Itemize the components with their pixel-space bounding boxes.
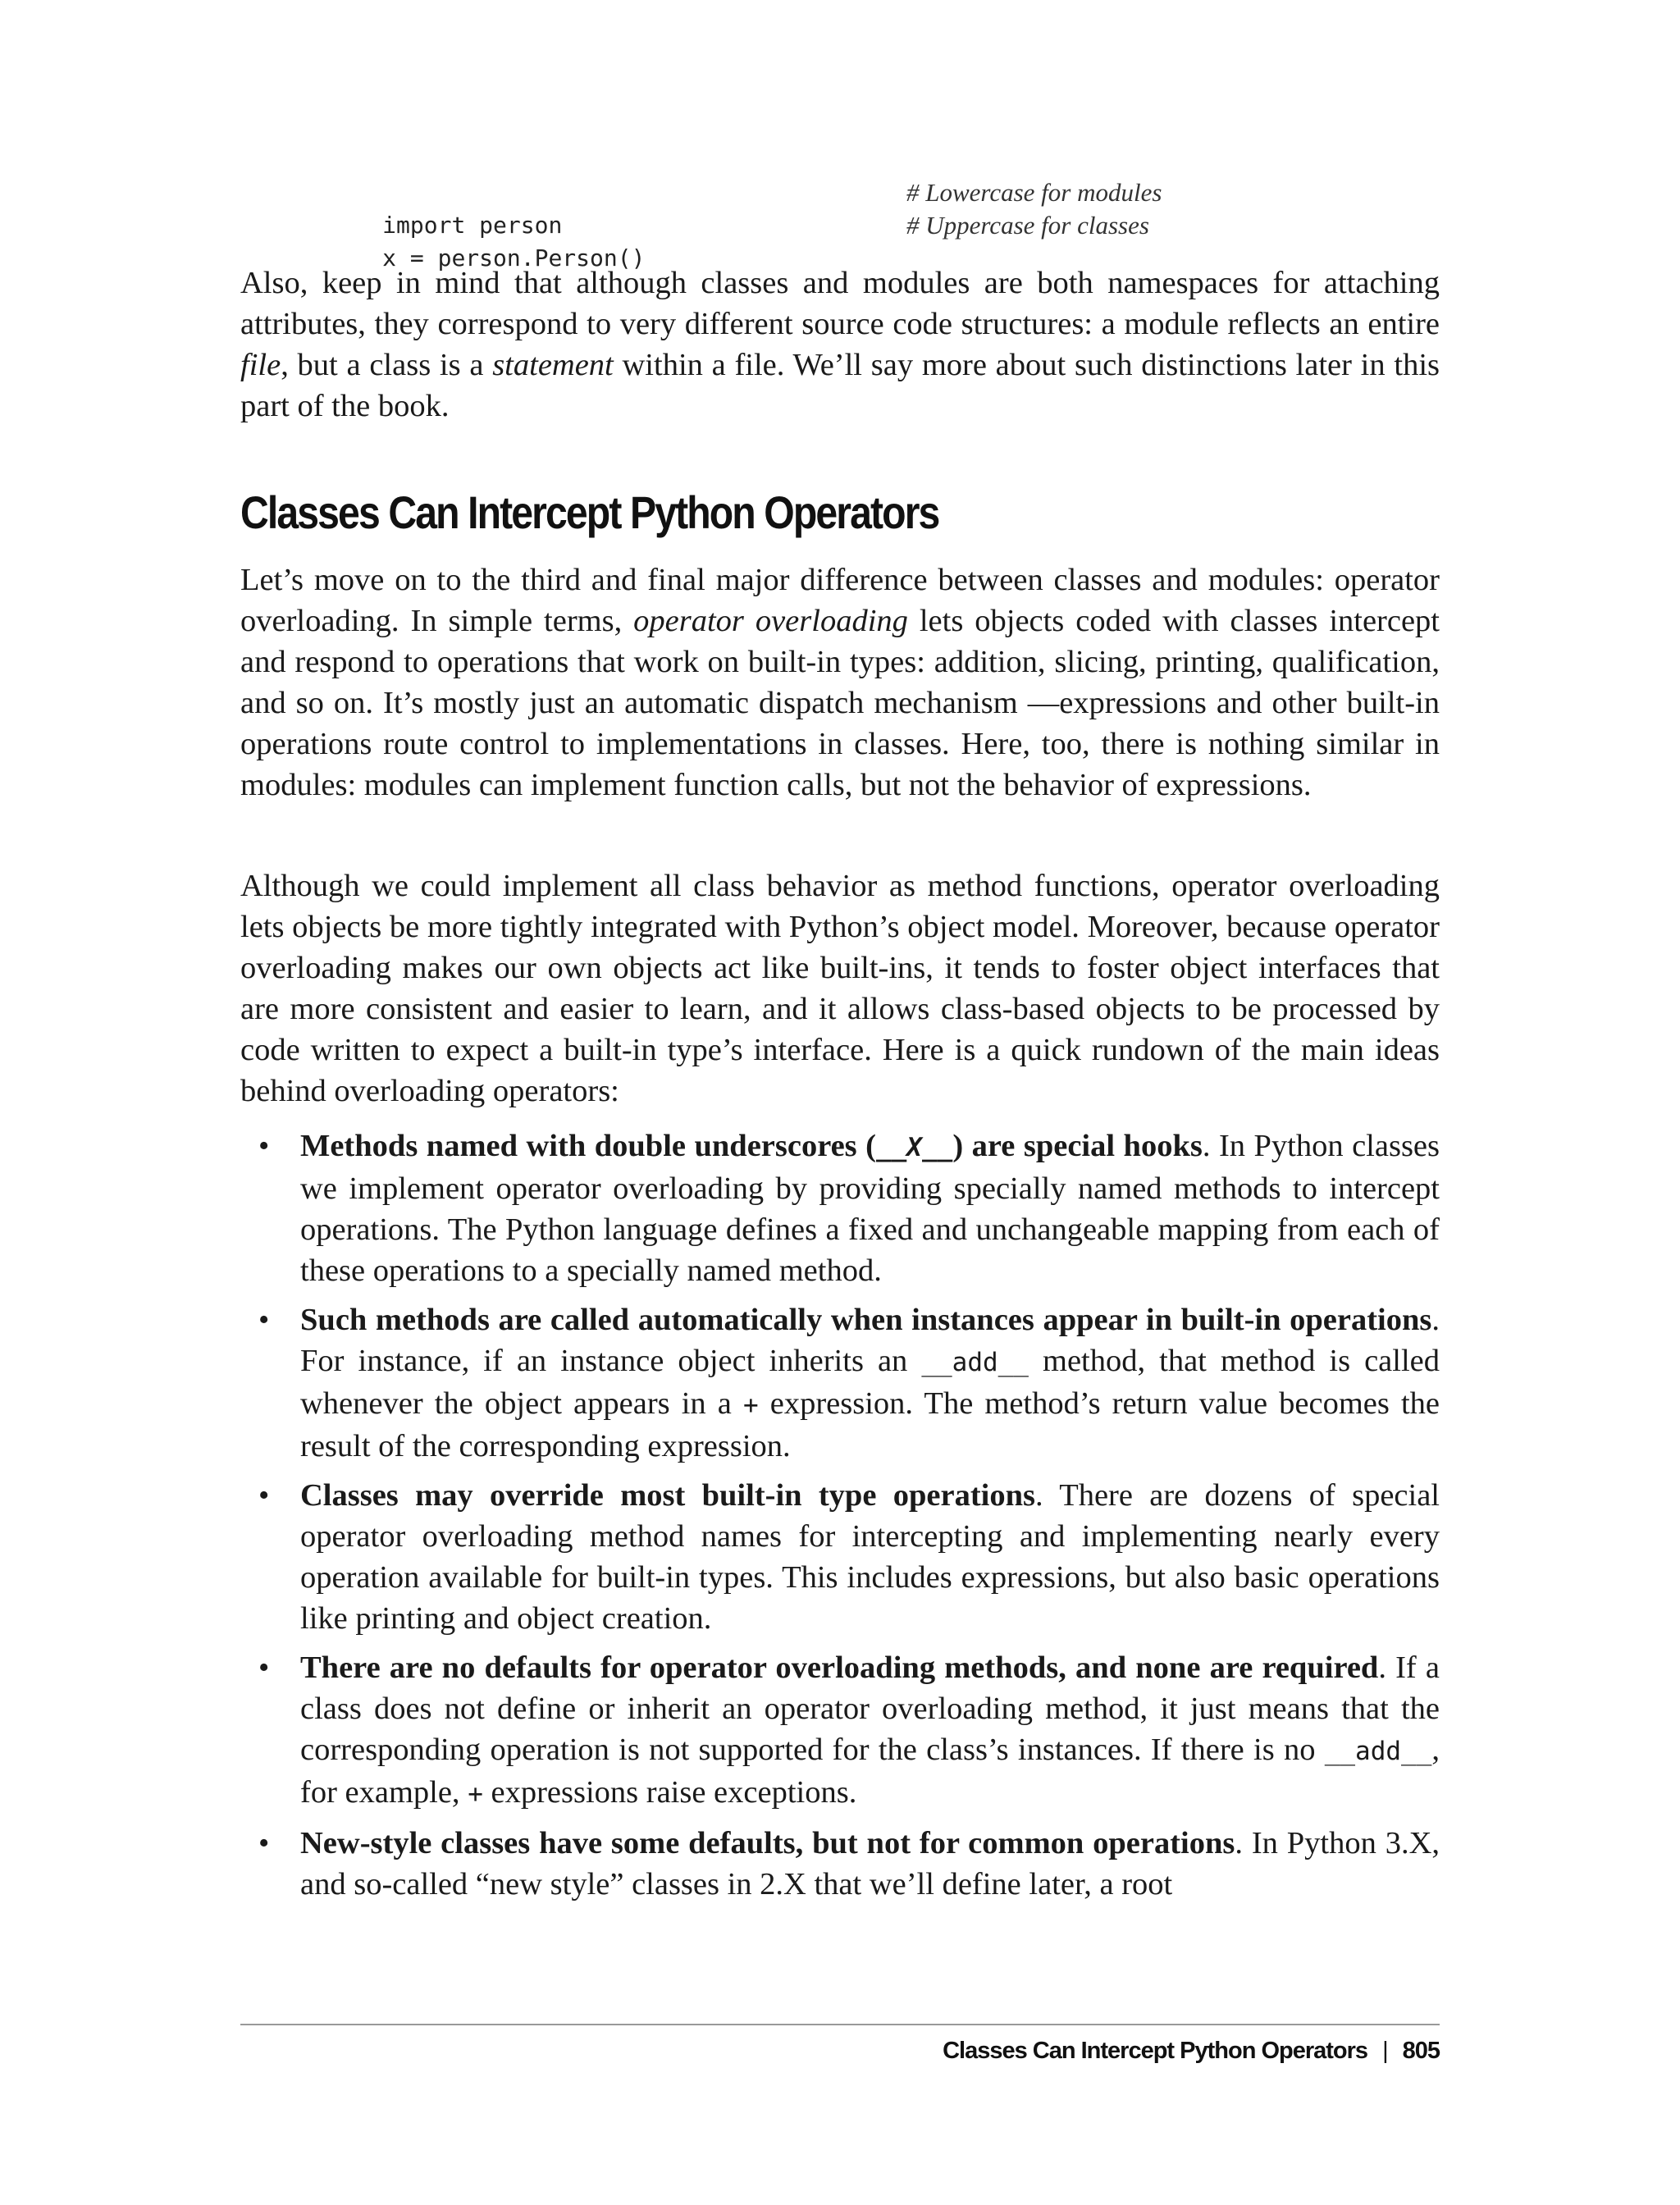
inline-code: + (468, 1779, 483, 1809)
bold-run: ) are special hooks (952, 1129, 1203, 1163)
text-run: within a file. We’ll say more about such distinctions later in this part of the book. (240, 348, 1440, 423)
inline-code: __add__ (921, 1348, 1029, 1377)
text-run: expression. The method’s return value becomes the result of the corresponding expression. (300, 1386, 1440, 1463)
text-run: . For instance, if an instance object inherits an (300, 1303, 1440, 1378)
paragraph-2-block (240, 865, 1440, 1112)
text-run: . If a class does not define or inherit an operator overloading method, it just means that the corresponding operation is not supported for the class’s instances. If there is no (300, 1650, 1440, 1767)
bold-run: Methods named with double underscores ( (300, 1129, 876, 1163)
bullet-icon: • (258, 1129, 270, 1163)
intro-paragraph-block (240, 262, 1440, 427)
page-number: 805 (1402, 2038, 1440, 2064)
bold-run: New-style classes have some defaults, but not for common operations (300, 1826, 1235, 1860)
page-footer (943, 2038, 1440, 2070)
text-run: method, that method is called whenever the object appears in a (300, 1344, 1440, 1421)
section-heading: Classes Can Intercept Python Operators (240, 486, 939, 538)
running-title: Classes Can Intercept Python Operators (943, 2038, 1368, 2064)
code-comment: # Uppercase for classes (906, 211, 1149, 240)
text-run: . In Python 3.X, and so-called “new style” classes in 2.X that we’ll define later, a root (300, 1826, 1440, 1901)
bullet-text (300, 1823, 1440, 1905)
bold-run: Classes may override most built-in type operations (300, 1478, 1035, 1513)
bullet-text (300, 1125, 1440, 1291)
paragraph-1-block (240, 559, 1440, 806)
text-run: . There are dozens of special operator overloading method names for intercepting and implementing nearly every operation available for built-in types. This includes expressions, but also basic operations like printing and object creation. (300, 1478, 1440, 1636)
text-run: . In Python classes we implement operator overloading by providing specially named methods to intercept operations. The Python language defines a fixed and unchangeable mapping from each of these operations to a specially named method. (300, 1129, 1440, 1288)
list-item (240, 1475, 1440, 1639)
list-item (240, 1823, 1440, 1905)
code-block (299, 176, 1448, 272)
bullet-icon: • (258, 1650, 270, 1685)
code-line (299, 209, 1448, 272)
text-run: Also, keep in mind that although classes and modules are both namespaces for attaching attributes, they correspond to very different source code structures: a module reflects an entire (240, 266, 1440, 341)
list-item (240, 1125, 1440, 1291)
bullet-text (300, 1647, 1440, 1815)
emphasis: file (240, 348, 281, 382)
text-run: , for example, (300, 1732, 1440, 1810)
code-text: x = person.Person() (382, 244, 646, 272)
list-item (240, 1299, 1440, 1467)
bullet-list (240, 1125, 1440, 1913)
bullet-icon: • (258, 1826, 270, 1860)
inline-code: + (742, 1390, 759, 1420)
paragraph-1 (240, 559, 1440, 806)
inline-code: __X__ (875, 1133, 953, 1162)
text-run: Let’s move on to the third and final major difference between classes and modules: operator overloading. In simple terms, (240, 563, 1440, 638)
text-run: lets objects coded with classes intercept and respond to operations that work on built-in types: addition, slicing, printing, qualification, and so on. It’s mostly just an automatic dispatch mechanism —expressions and other built-in operations route control to implementations in classes. Here, too, there is nothing similar in modules: modules can implement function calls, but not the behavior of expressions. (240, 604, 1440, 802)
list-item (240, 1647, 1440, 1815)
bullet-text (300, 1299, 1440, 1467)
emphasis: operator overloading (633, 604, 908, 638)
footer-separator: | (1382, 2038, 1388, 2064)
bullet-text (300, 1475, 1440, 1639)
code-text: import person (382, 212, 563, 239)
paragraph-2: Although we could implement all class behavior as method functions, operator overloading lets objects be more tightly integrated with Python’s object model. Moreover, because operator overloading makes our own objects act like built-ins, it tends to foster object interfaces that are more consistent and easier to learn, and it allows class-based objects to be processed by code written to expect a built-in type’s interface. Here is a quick rundown of the main ideas behind overloading operators: (240, 869, 1440, 1108)
intro-paragraph (240, 262, 1440, 427)
footer-divider (240, 2024, 1440, 2025)
code-comment: # Lowercase for modules (906, 178, 1162, 207)
bold-run: There are no defaults for operator overloading methods, and none are required (300, 1650, 1379, 1685)
emphasis: statement (492, 348, 614, 382)
text-run: , but a class is a (281, 348, 493, 382)
inline-code: __add__ (1324, 1737, 1432, 1766)
bold-run: Such methods are called automatically when instances appear in built-in operations (300, 1303, 1432, 1337)
bullet-icon: • (258, 1478, 270, 1513)
bullet-icon: • (258, 1303, 270, 1337)
text-run: expressions raise exceptions. (482, 1775, 857, 1810)
